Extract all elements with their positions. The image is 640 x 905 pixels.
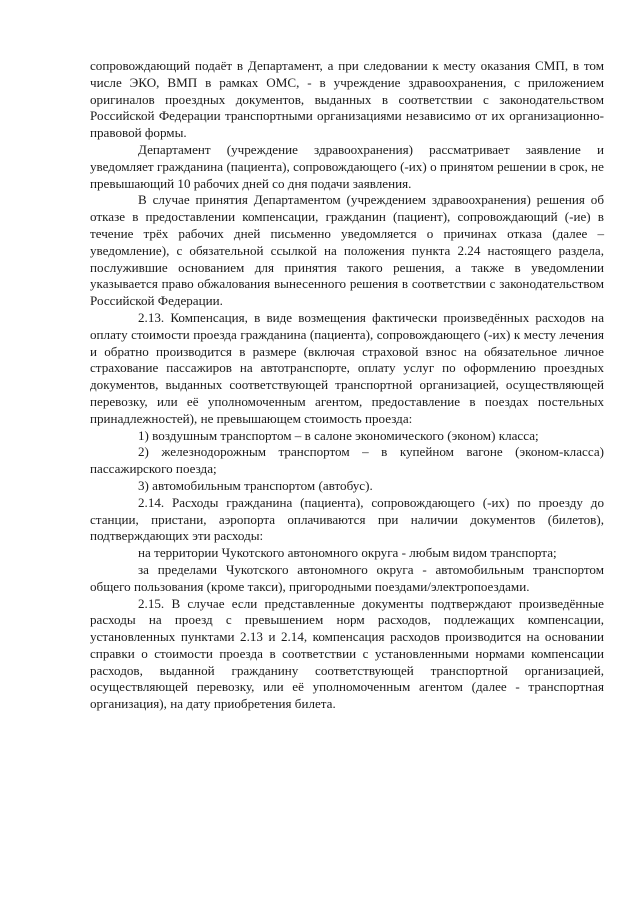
paragraph: за пределами Чукотского автономного округа - автомобильным транспортом общего пользования (кроме такси), пригородными поездами/электропоездами. <box>90 561 604 594</box>
paragraph: Департамент (учреждение здравоохранения) рассматривает заявление и уведомляет гражданина (пациента), сопровождающего (-их) о принятом решении в срок, не превышающий 10 рабочих дней со дня подачи заявления. <box>90 141 604 191</box>
document-body <box>90 58 604 713</box>
paragraph: В случае принятия Департаментом (учреждением здравоохранения) решения об отказе в предоставлении компенсации, гражданин (пациент), сопровождающий (-ие) в течение трёх рабочих дней письменно уведомляется о причинах отказа (далее – уведомление), с обязательной ссылкой на положения пункта 2.24 настоящего раздела, послужившие основанием для принятия такого решения, а также в уведомлении указывается право обжалования вынесенного решения в соответствии с законодательством Российской Федерации. <box>90 192 604 309</box>
paragraph: 2.15. В случае если представленные документы подтверждают произведённые расходы на проезд с превышением норм расходов, подлежащих компенсации, установленных пунктами 2.13 и 2.14, компенсация расходов производится на основании справки о стоимости проезда в соответствии с установленными нормами компенсации расходов, выданной гражданину соответствующей транспортной организацией, осуществляющей перевозку, или её уполномоченным агентом (далее - транспортная организация), на дату приобретения билета. <box>90 595 604 712</box>
paragraph: сопровождающий подаёт в Департамент, а при следовании к месту оказания СМП, в том числе ЭКО, ВМП в рамках ОМС, - в учреждение здравоохранения, с приложением оригиналов проездных документов, выданных в соответствии с законодательством Российской Федерации транспортными организациями независимо от их организационно-правовой формы. <box>90 58 604 141</box>
list-item: 2) железнодорожным транспортом – в купейном вагоне (эконом-класса) пассажирского поезда; <box>90 444 604 477</box>
paragraph: на территории Чукотского автономного округа - любым видом транспорта; <box>138 545 557 561</box>
paragraph: 2.13. Компенсация, в виде возмещения фактически произведённых расходов на оплату стоимости проезда гражданина (пациента), сопровождающего (-их) к месту лечения и обратно производится в размере (включая страховой взнос на обязательное личное страхование пассажиров на автотранспорте, оплату услуг по оформлению проездных документов, выданных соответствующей транспортной организацией, осуществляющей перевозку, или её уполномоченным агентом, предоставление в поездах постельных принадлежностей), не превышающем стоимость проезда: <box>90 309 604 426</box>
list-item: 1) воздушным транспортом – в салоне экономического (эконом) класса; <box>138 427 539 443</box>
list-item: 3) автомобильным транспортом (автобус). <box>138 477 373 493</box>
paragraph: 2.14. Расходы гражданина (пациента), сопровождающего (-их) по проезду до станции, пристани, аэропорта оплачиваются при наличии документов (билетов), подтверждающих эти расходы: <box>90 494 604 544</box>
